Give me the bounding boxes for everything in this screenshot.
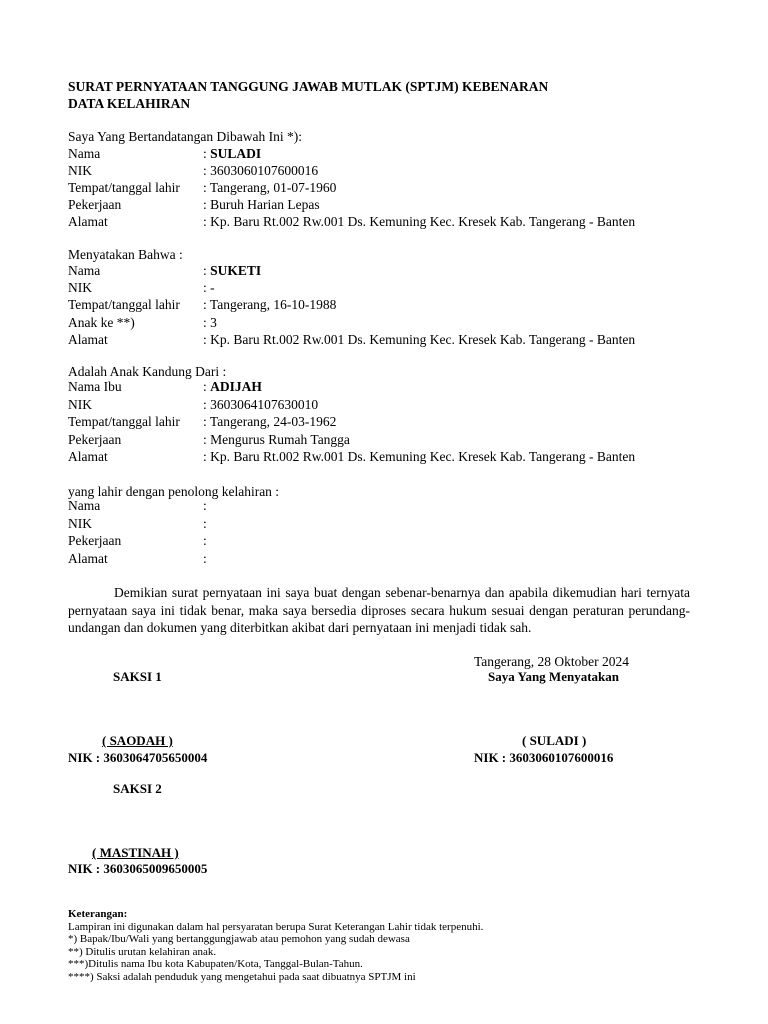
child-intro: Menyatakan Bahwa : [68, 247, 183, 262]
field-value [203, 145, 261, 162]
field-value [203, 515, 207, 532]
field-value [203, 162, 318, 179]
separator: : [203, 280, 207, 295]
child-name-value: SUKETI [210, 263, 262, 278]
field-value [203, 196, 320, 213]
field-value [203, 331, 635, 348]
note-line: ***)Ditulis nama Ibu kota Kabupaten/Kota, Tanggal-Bulan-Tahun. [68, 958, 363, 971]
witness-2-nik: NIK : 3603065009650005 [68, 861, 208, 876]
note-line: **) Ditulis urutan kelahiran anak. [68, 945, 217, 958]
field-value [203, 396, 318, 413]
separator: : [203, 263, 207, 278]
child-nik-value: - [210, 280, 215, 295]
declarant-name-value: SULADI [210, 146, 262, 161]
separator: : [203, 449, 207, 464]
field-value [203, 279, 215, 296]
field-label: NIK [68, 280, 92, 295]
field-value [203, 550, 207, 567]
notes-heading: Keterangan: [68, 908, 128, 920]
place-date: Tangerang, 28 Oktober 2024 [474, 654, 630, 669]
mother-nik-value: 3603064107630010 [210, 397, 319, 412]
field-value [203, 413, 336, 430]
witness-1-heading: SAKSI 1 [113, 669, 162, 684]
declarant-signature-nik: NIK : 3603060107600016 [474, 750, 614, 765]
note-line: ****) Saksi adalah penduduk yang mengetahui pada saat dibuatnya SPTJM ini [68, 970, 416, 983]
field-value [203, 378, 262, 395]
separator: : [203, 315, 207, 330]
separator: : [203, 379, 207, 394]
declarant-birth-value: Tangerang, 01-07-1960 [209, 180, 337, 195]
field-label: Alamat [68, 332, 108, 347]
separator: : [203, 516, 207, 531]
helper-intro: yang lahir dengan penolong kelahiran : [68, 484, 280, 499]
witness-1-name: ( SAODAH ) [102, 733, 173, 748]
child-birth-value: Tangerang, 16-10-1988 [209, 297, 337, 312]
field-label: Nama Ibu [68, 379, 122, 394]
field-value [203, 532, 207, 549]
child-order-value: 3 [210, 315, 217, 330]
field-label: Tempat/tanggal lahir [68, 180, 180, 195]
field-value [203, 497, 207, 514]
separator: : [203, 297, 207, 312]
note-line: Lampiran ini digunakan dalam hal persyaratan berupa Surat Keterangan Lahir tidak terpenuhi. [68, 920, 484, 933]
field-label: Pekerjaan [68, 533, 122, 548]
statement-text: Demikian surat pernyataan ini saya buat dengan sebenar-benarnya dan apabila dikemudian hari ternyata pernyataan saya ini tidak benar, maka saya bersedia diproses secara hukum sesuai dengan peraturan perundang-undangan dan dokumen yang diterbitkan akibat dari pernyataan ini menjadi tidak sah. [68, 585, 690, 635]
field-value [203, 296, 336, 313]
field-label: Alamat [68, 214, 108, 229]
statement-paragraph [68, 584, 690, 637]
field-label: Anak ke **) [68, 315, 135, 330]
declarant-nik-value: 3603060107600016 [210, 163, 319, 178]
separator: : [203, 397, 207, 412]
document-title-line-2: DATA KELAHIRAN [68, 96, 191, 111]
child-address-value: Kp. Baru Rt.002 Rw.001 Ds. Kemuning Kec. Kresek Kab. Tangerang - Banten [210, 332, 636, 347]
separator: : [203, 214, 207, 229]
separator: : [203, 498, 207, 513]
field-label: NIK [68, 516, 92, 531]
separator: : [203, 197, 207, 212]
note-line: *) Bapak/Ibu/Wali yang bertanggungjawab atau pemohon yang sudah dewasa [68, 933, 410, 946]
separator: : [203, 332, 207, 347]
field-label: Alamat [68, 551, 108, 566]
witness-2-name: ( MASTINAH ) [92, 845, 179, 860]
field-value [203, 314, 217, 331]
separator: : [203, 432, 207, 447]
separator: : [203, 414, 207, 429]
mother-address-value: Kp. Baru Rt.002 Rw.001 Ds. Kemuning Kec. Kresek Kab. Tangerang - Banten [210, 449, 636, 464]
separator: : [203, 551, 207, 566]
field-value [203, 179, 336, 196]
field-label: Alamat [68, 449, 108, 464]
field-value [203, 262, 261, 279]
declarant-job-value: Buruh Harian Lepas [210, 197, 320, 212]
declarant-intro: Saya Yang Bertandatangan Dibawah Ini *): [68, 129, 302, 144]
mother-name-value: ADIJAH [210, 379, 262, 394]
mother-birth-value: Tangerang, 24-03-1962 [209, 414, 337, 429]
field-label: NIK [68, 163, 92, 178]
field-label: Pekerjaan [68, 432, 122, 447]
field-label: Nama [68, 498, 101, 513]
separator: : [203, 146, 207, 161]
field-value [203, 448, 635, 465]
field-label: Tempat/tanggal lahir [68, 297, 180, 312]
declarant-signature-name: ( SULADI ) [522, 733, 587, 748]
field-label: Nama [68, 263, 101, 278]
document-title-line-1: SURAT PERNYATAAN TANGGUNG JAWAB MUTLAK (SPTJM) KEBENARAN [68, 79, 549, 94]
field-value [203, 213, 635, 230]
declarant-address-value: Kp. Baru Rt.002 Rw.001 Ds. Kemuning Kec. Kresek Kab. Tangerang - Banten [210, 214, 636, 229]
witness-2-heading: SAKSI 2 [113, 781, 162, 796]
separator: : [203, 533, 207, 548]
field-label: Tempat/tanggal lahir [68, 414, 180, 429]
field-value [203, 431, 350, 448]
field-label: Nama [68, 146, 101, 161]
declarant-signature-heading: Saya Yang Menyatakan [488, 669, 619, 684]
field-label: Pekerjaan [68, 197, 122, 212]
separator: : [203, 163, 207, 178]
notes-section [68, 908, 483, 984]
mother-intro: Adalah Anak Kandung Dari : [68, 364, 227, 379]
mother-job-value: Mengurus Rumah Tangga [210, 432, 350, 447]
witness-1-nik: NIK : 3603064705650004 [68, 750, 208, 765]
separator: : [203, 180, 207, 195]
field-label: NIK [68, 397, 92, 412]
